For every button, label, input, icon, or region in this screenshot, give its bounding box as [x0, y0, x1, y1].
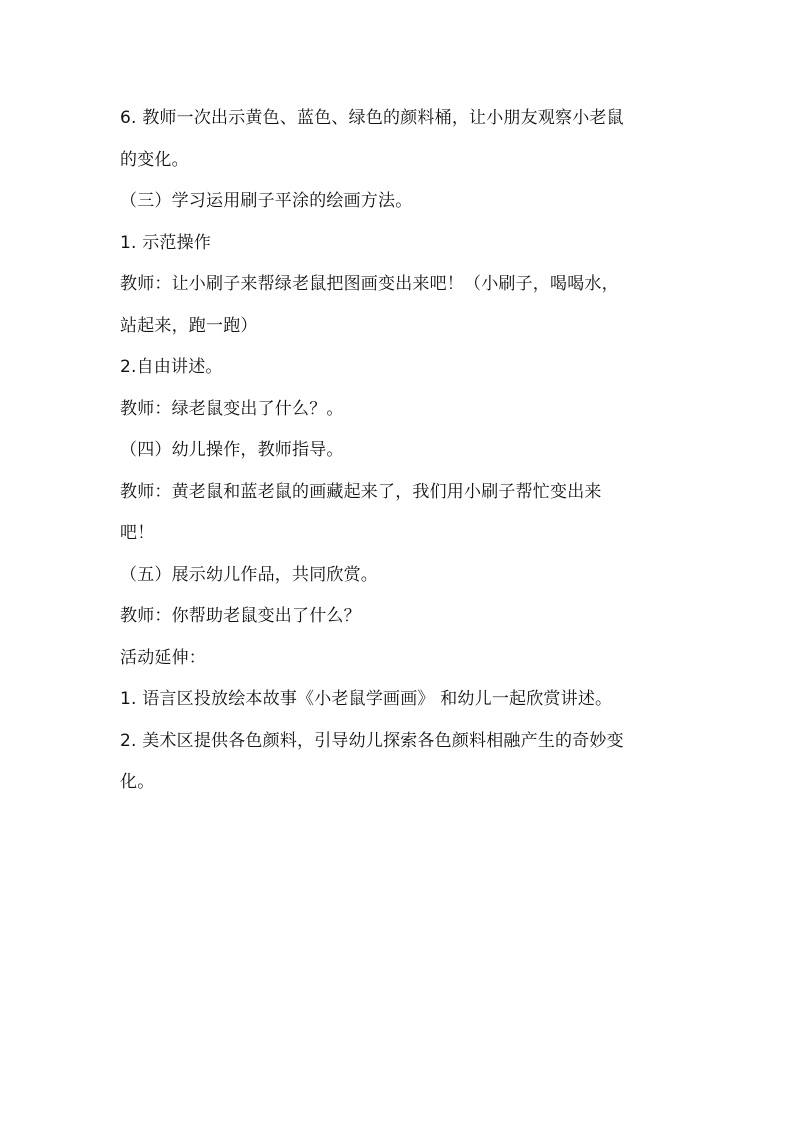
teacher-speech-4: 教师：你帮助老鼠变出了什么？ [120, 606, 361, 626]
extension-item-2-line-2: 化。 [120, 772, 155, 792]
sub-step-2-heading: 2.自由讲述。 [120, 357, 223, 377]
section-3-heading: （三）学习运用刷子平涂的绘画方法。 [120, 191, 413, 211]
teacher-speech-1-line-2: 站起来，跑一跑） [120, 316, 258, 336]
step-6-line-1: 6. 教师一次出示黄色、蓝色、绿色的颜料桶，让小朋友观察小老鼠 [120, 108, 624, 128]
teacher-speech-3-line-2: 吧！ [120, 523, 155, 543]
teacher-speech-3-line-1: 教师：黄老鼠和蓝老鼠的画藏起来了，我们用小刷子帮忙变出来 [120, 482, 602, 502]
teacher-speech-1-line-1: 教师：让小刷子来帮绿老鼠把图画变出来吧！（小刷子，喝喝水， [120, 274, 619, 294]
step-6-line-2: 的变化。 [120, 150, 189, 170]
sub-step-1-heading: 1. 示范操作 [120, 233, 212, 253]
section-4-heading: （四）幼儿操作，教师指导。 [120, 440, 344, 460]
extension-heading: 活动延伸： [120, 648, 206, 668]
extension-item-1: 1. 语言区投放绘本故事《小老鼠学画画》 和幼儿一起欣赏讲述。 [120, 689, 613, 709]
section-5-heading: （五）展示幼儿作品，共同欣赏。 [120, 565, 378, 585]
extension-item-2-line-1: 2. 美术区提供各色颜料，引导幼儿探索各色颜料相融产生的奇妙变 [120, 731, 624, 751]
teacher-speech-2: 教师：绿老鼠变出了什么？。 [120, 399, 344, 419]
